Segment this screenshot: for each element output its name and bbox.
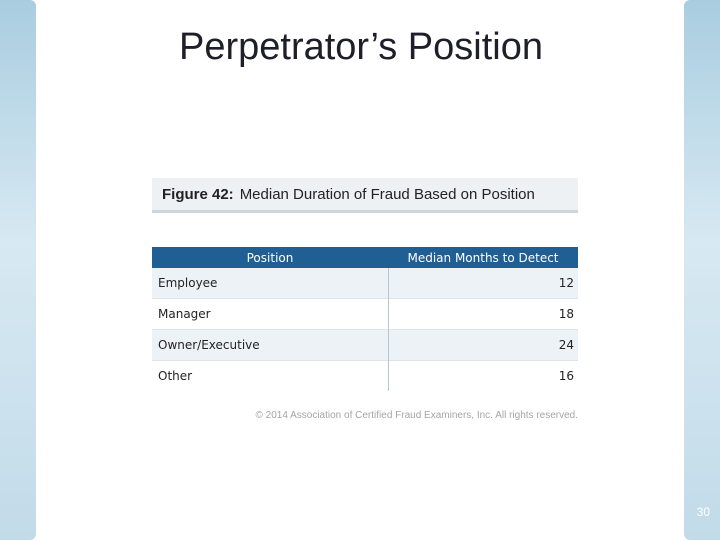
cell-position: Employee xyxy=(152,268,388,299)
table-header-row xyxy=(152,247,578,268)
right-decorative-bar xyxy=(684,0,720,540)
cell-position: Owner/Executive xyxy=(152,330,388,361)
figure-caption-text: Median Duration of Fraud Based on Position xyxy=(239,185,535,203)
cell-months: 24 xyxy=(388,330,578,361)
table-row xyxy=(152,330,578,361)
slide-title: Perpetrator’s Position xyxy=(178,26,543,68)
left-decorative-bar xyxy=(0,0,36,540)
table-row xyxy=(152,361,578,392)
cell-months: 18 xyxy=(388,299,578,330)
column-header-months: Median Months to Detect xyxy=(388,247,578,268)
cell-months: 16 xyxy=(388,361,578,392)
table-row xyxy=(152,268,578,299)
cell-position: Manager xyxy=(152,299,388,330)
column-header-position: Position xyxy=(152,247,388,268)
figure xyxy=(152,178,578,391)
table-row xyxy=(152,299,578,330)
cell-position: Other xyxy=(152,361,388,392)
figure-caption xyxy=(152,178,578,213)
page-number: 30 xyxy=(696,505,710,519)
cell-months: 12 xyxy=(388,268,578,299)
figure-caption-number: Figure 42: xyxy=(162,185,234,203)
copyright-notice: © 2014 Association of Certified Fraud Examiners, Inc. All rights reserved. xyxy=(255,410,578,421)
data-table xyxy=(152,247,578,391)
